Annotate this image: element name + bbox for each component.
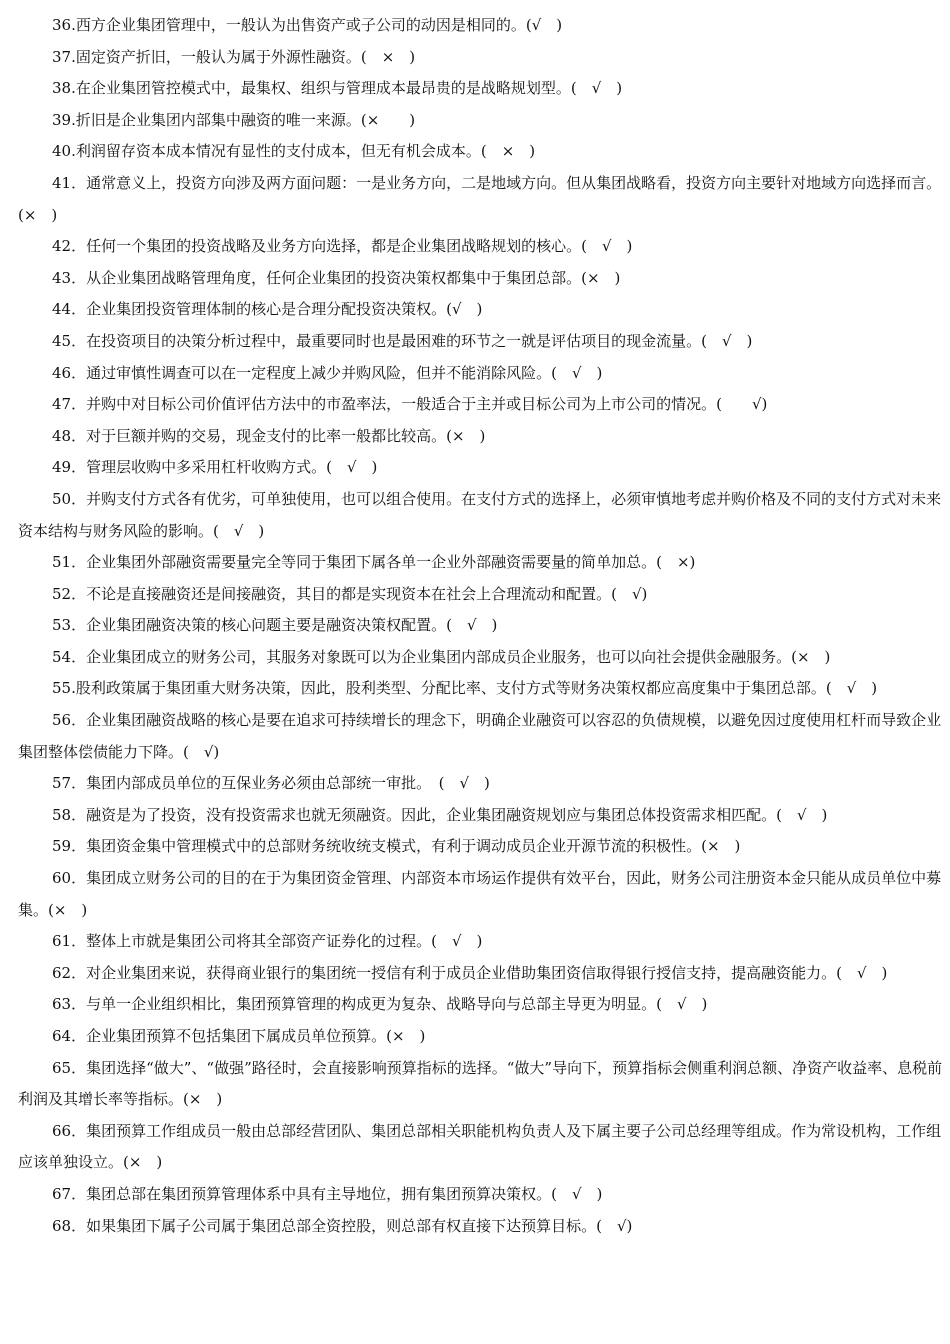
list-item: 42．任何一个集团的投资战略及业务方向选择，都是企业集团战略规划的核心。( √ ) <box>52 237 633 256</box>
list-item: 64．企业集团预算不包括集团下属成员单位预算。(× ) <box>52 1027 426 1045</box>
list-item: 57．集团内部成员单位的互保业务必须由总部统一审批。 ( √ ) <box>52 774 490 793</box>
list-item: 66．集团预算工作组成员一般由总部经营团队、集团总部相关职能机构负责人及下属主要子公司总经理等组成。作为常设机构，工作组应该单独设立。(× ) <box>18 1121 942 1172</box>
list-item: 38.在企业集团管控模式中，最集权、组织与管理成本最昂贵的是战略规划型。( √ ) <box>52 79 623 98</box>
question-list <box>18 10 946 1242</box>
list-item: 65．集团选择“做大”、“做强”路径时，会直接影响预算指标的选择。“做大”导向下，预算指标会侧重利润总额、净资产收益率、息税前利润及其增长率等指标。(× ) <box>18 1058 943 1109</box>
list-item: 44．企业集团投资管理体制的核心是合理分配投资决策权。(√ ) <box>52 300 483 319</box>
list-item: 50．并购支付方式各有优劣，可单独使用，也可以组合使用。在支付方式的选择上，必须审慎地考虑并购价格及不同的支付方式对未来资本结构与财务风险的影响。( √ ) <box>18 489 942 540</box>
list-item: 51．企业集团外部融资需要量完全等同于集团下属各单一企业外部融资需要量的简单加总。( ×) <box>52 553 696 572</box>
list-item: 58．融资是为了投资，没有投资需求也就无须融资。因此，企业集团融资规划应与集团总体投资需求相匹配。( √ ) <box>52 805 828 824</box>
list-item: 47．并购中对目标公司价值评估方法中的市盈率法，一般适合于主并或目标公司为上市公司的情况。( √) <box>52 395 768 414</box>
list-item: 60．集团成立财务公司的目的在于为集团资金管理、内部资本市场运作提供有效平台，因此，财务公司注册资本金只能从成员单位中募集。(× ) <box>18 869 942 919</box>
list-item: 55.股利政策属于集团重大财务决策，因此，股利类型、分配比率、支付方式等财务决策权都应高度集中于集团总部。( √ ) <box>52 679 878 698</box>
list-item: 43．从企业集团战略管理角度，任何企业集团的投资决策权都集中于集团总部。(× ) <box>52 268 621 287</box>
list-item: 48．对于巨额并购的交易，现金支付的比率一般都比较高。(× ) <box>52 426 486 445</box>
list-item: 45．在投资项目的决策分析过程中，最重要同时也是最困难的环节之一就是评估项目的现金流量。( √ ) <box>52 331 753 350</box>
list-item: 54．企业集团成立的财务公司，其服务对象既可以为企业集团内部成员企业服务，也可以向社会提供金融服务。(× ) <box>52 647 831 666</box>
list-item: 52．不论是直接融资还是间接融资，其目的都是实现资本在社会上合理流动和配置。( √) <box>52 584 648 603</box>
list-item: 37.固定资产折旧，一般认为属于外源性融资。( × ) <box>52 47 416 66</box>
list-item: 49．管理层收购中多采用杠杆收购方式。( √ ) <box>52 458 378 477</box>
list-item: 39.折旧是企业集团内部集中融资的唯一来源。(× ) <box>52 110 416 129</box>
list-item: 41．通常意义上，投资方向涉及两方面问题：一是业务方向，二是地域方向。但从集团战略看，投资方向主要针对地域方向选择而言。(× ) <box>18 173 942 224</box>
list-item: 53．企业集团融资决策的核心问题主要是融资决策权配置。( √ ) <box>52 616 498 635</box>
list-item: 40.利润留存资本成本情况有显性的支付成本，但无有机会成本。( × ) <box>52 142 536 161</box>
list-item: 46．通过审慎性调查可以在一定程度上减少并购风险，但并不能消除风险。( √ ) <box>52 363 603 382</box>
list-item: 61．整体上市就是集团公司将其全部资产证券化的过程。( √ ) <box>52 932 483 951</box>
list-item: 36.西方企业集团管理中，一般认为出售资产或子公司的动因是相同的。(√ ) <box>52 16 563 34</box>
list-item: 67．集团总部在集团预算管理体系中具有主导地位，拥有集团预算决策权。( √ ) <box>52 1184 603 1203</box>
list-item: 59．集团资金集中管理模式中的总部财务统收统支模式，有利于调动成员企业开源节流的积极性。(× ) <box>52 837 741 856</box>
list-item: 56．企业集团融资战略的核心是要在追求可持续增长的理念下，明确企业融资可以容忍的负债规模，以避免因过度使用杠杆而导致企业集团整体偿债能力下降。( √) <box>18 711 942 761</box>
list-item: 63．与单一企业组织相比，集团预算管理的构成更为复杂、战略导向与总部主导更为明显。( √ ) <box>52 995 708 1014</box>
list-item: 68．如果集团下属子公司属于集团总部全资控股，则总部有权直接下达预算目标。( √) <box>52 1216 633 1235</box>
list-item: 62．对企业集团来说，获得商业银行的集团统一授信有利于成员企业借助集团资信取得银行授信支持，提高融资能力。( √ ) <box>52 963 888 982</box>
